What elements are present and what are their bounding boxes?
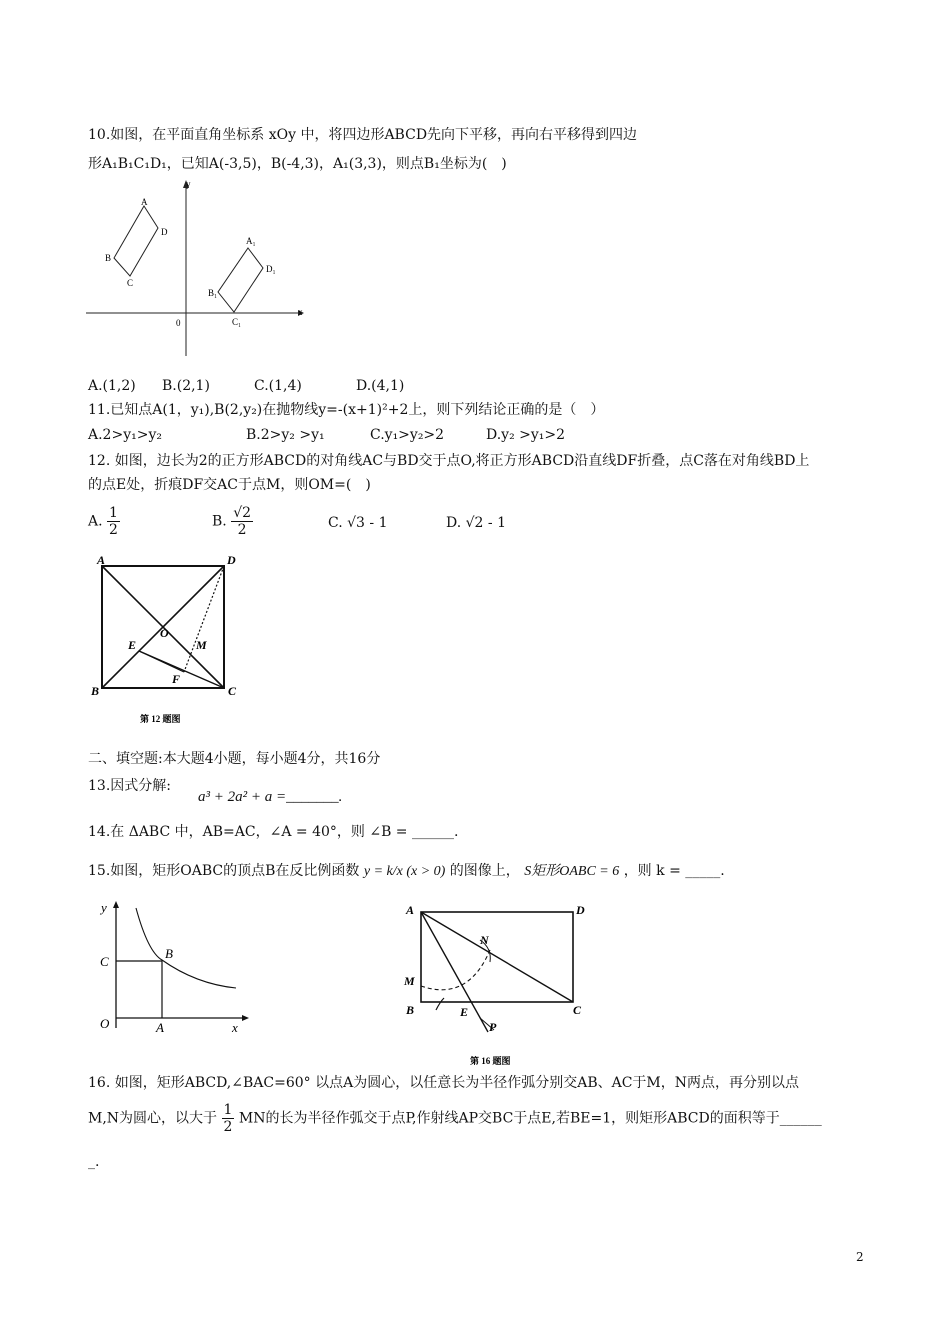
q16-label-b: B xyxy=(406,1003,415,1017)
q16-figure xyxy=(396,898,606,1073)
q10-x-label: x xyxy=(298,307,303,317)
q10-stem-line1: 10.如图，在平面直角坐标系 xOy 中，将四边形ABCD先向下平移，再向右平移得到四边 xyxy=(88,127,638,143)
q16-label-p: P xyxy=(489,1020,497,1034)
q12-option-c-expr: √3 - 1 xyxy=(347,515,388,531)
q10-origin-label: 0 xyxy=(176,318,181,328)
q15-label-y: y xyxy=(101,900,107,915)
q16-label-d: D xyxy=(576,903,585,917)
q10-stem-line2: 形A₁B₁C₁D₁，已知A(-3,5)，B(-4,3)，A₁(3,3)，则点B₁坐标为( ) xyxy=(88,156,507,172)
q10-option-d: D.(4,1) xyxy=(356,378,405,394)
q10-label-b1: B₁ xyxy=(208,288,218,298)
q10-label-d: D xyxy=(161,227,168,237)
q12-option-c-prefix: C. xyxy=(328,515,343,531)
q13-expression: a³ + 2a² + a =_______. xyxy=(198,789,343,805)
q10-label-d1: D₁ xyxy=(266,264,276,274)
q12-option-b xyxy=(212,505,253,538)
q15-label-x: x xyxy=(232,1020,238,1035)
q15-prefix: 15.如图，矩形OABC的顶点B在反比例函数 xyxy=(88,863,360,879)
q12-stem-line2: 的点E处，折痕DF交AC于点M，则OM=( ) xyxy=(88,477,371,493)
q11-option-a: A.2>y₁>y₂ xyxy=(88,427,162,443)
q16-line2-pre: M,N为圆心，以大于 xyxy=(88,1110,218,1127)
q15-label-b: B xyxy=(165,946,173,961)
q12-option-d-expr: √2 - 1 xyxy=(465,515,507,531)
q10-figure xyxy=(86,178,311,360)
q12-stem-line1: 12. 如图，边长为2的正方形ABCD的对角线AC与BD交于点O,将正方形ABCD沿直线DF折叠，点C落在对角线BD上 xyxy=(88,453,810,469)
q12-option-d-prefix: D. xyxy=(446,515,462,531)
q15-suffix: ，则 k = _____. xyxy=(623,863,725,879)
q12-label-e: E xyxy=(128,638,137,652)
q16-label-n: N xyxy=(480,933,489,947)
q14-text: 14.在 ΔABC 中，AB=AC，∠A = 40°，则 ∠B = ______. xyxy=(88,824,459,840)
page-number: 2 xyxy=(856,1250,864,1264)
q12-option-b-den: 2 xyxy=(237,522,247,538)
q16-line2-post: MN的长为半径作弧交于点P,作射线AP交BC于点E,若BE=1，则矩形ABCD的面积等于______ xyxy=(238,1110,822,1127)
section2-heading: 二、填空题:本大题4小题，每小题4分，共16分 xyxy=(88,751,381,767)
q10-option-b: B.(2,1) xyxy=(162,378,210,394)
q16-stem-line2 xyxy=(88,1102,822,1135)
q16-label-a: A xyxy=(406,903,415,917)
q16-label-e: E xyxy=(460,1005,469,1019)
q15-mid: 的图像上， xyxy=(449,863,520,879)
q12-caption: 第 12 题图 xyxy=(140,714,181,724)
q16-stem-line3: _. xyxy=(88,1154,100,1170)
q12-option-d xyxy=(446,514,506,532)
q15-label-a: A xyxy=(156,1020,164,1035)
q16-stem-line1: 16. 如图，矩形ABCD,∠BAC=60° 以点A为圆心，以任意长为半径作弧分别交AB、AC于M，N两点，再分别以点 xyxy=(88,1075,800,1091)
q15-function: y = k/x (x > 0) xyxy=(363,864,446,879)
q12-label-b: B xyxy=(91,684,100,698)
q10-quad-abcd xyxy=(114,206,158,276)
q12-option-a-prefix: A. xyxy=(88,513,103,530)
q12-label-a: A xyxy=(97,553,106,567)
q12-figure xyxy=(88,552,248,730)
q12-label-c: C xyxy=(228,684,237,698)
q10-label-a: A xyxy=(141,197,148,207)
q15-figure xyxy=(86,898,256,1038)
q16-frac-den: 2 xyxy=(223,1119,233,1135)
q11-option-c: C.y₁>y₂>2 xyxy=(370,427,445,443)
q12-label-m: M xyxy=(196,638,207,652)
q10-label-c: C xyxy=(127,278,134,288)
q16-caption: 第 16 题图 xyxy=(470,1056,511,1066)
q12-option-a-den: 2 xyxy=(109,522,118,538)
q11-stem: 11.已知点A(1，y₁),B(2,y₂)在抛物线y=-(x+1)²+2上，则下列结论正确的是（ ） xyxy=(88,402,605,418)
q15-label-c: C xyxy=(100,954,109,969)
q12-option-b-num: √2 xyxy=(233,505,252,521)
q12-option-a xyxy=(88,505,120,538)
q10-quad-a1b1c1d1 xyxy=(218,248,263,312)
q15-line xyxy=(88,862,725,881)
q12-label-o: O xyxy=(160,626,169,640)
q12-label-f: F xyxy=(172,672,181,686)
q10-label-a1: A₁ xyxy=(246,236,256,246)
q10-label-c1: C₁ xyxy=(232,317,242,327)
q10-label-b: B xyxy=(105,253,112,263)
q15-area: S矩形OABC = 6 xyxy=(524,864,620,879)
q10-option-a: A.(1,2) xyxy=(88,378,136,394)
q16-label-c: C xyxy=(573,1003,582,1017)
q15-label-o: O xyxy=(100,1016,110,1031)
q12-option-c xyxy=(328,514,388,532)
q16-label-m: M xyxy=(404,974,415,988)
q10-option-c: C.(1,4) xyxy=(254,378,302,394)
q10-y-label: y xyxy=(186,179,191,189)
q11-option-b: B.2>y₂ >y₁ xyxy=(246,427,325,443)
q13-prefix: 13.因式分解: xyxy=(88,778,171,794)
q12-option-a-num: 1 xyxy=(109,505,118,521)
q16-frac-num: 1 xyxy=(223,1102,233,1118)
q11-option-d: D.y₂ >y₁>2 xyxy=(486,427,566,443)
q12-label-d: D xyxy=(227,553,236,567)
q12-option-b-prefix: B. xyxy=(212,513,227,530)
